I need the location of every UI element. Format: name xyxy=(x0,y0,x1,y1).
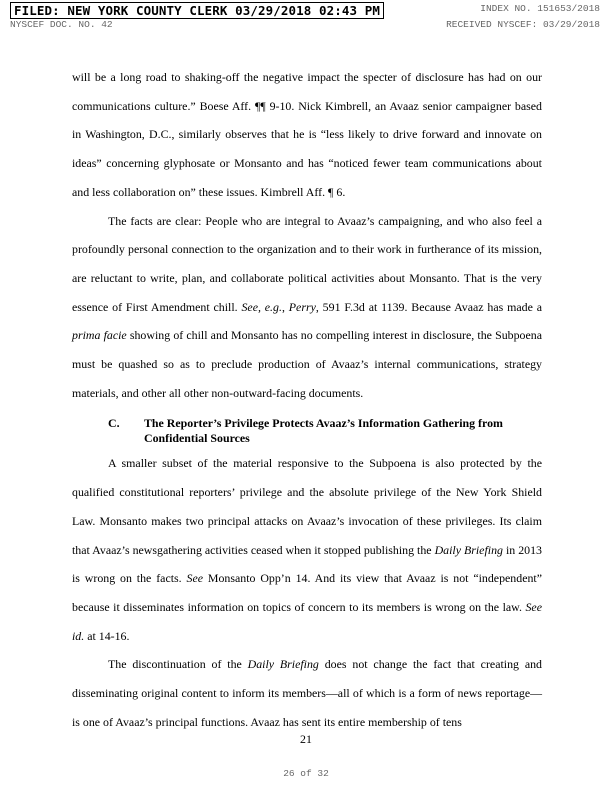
citation-see-id: See id. xyxy=(72,599,542,643)
paragraph-3 xyxy=(72,449,542,650)
document-body xyxy=(72,63,542,736)
paragraph-3-text-c: Monsanto Opp’n 14. And its view that Avaaz is not “independent” because it disseminates information on topics of concern to its members is wrong on the law. xyxy=(72,571,543,614)
citation-perry: Perry xyxy=(288,299,316,314)
paragraph-3-text-b: in 2013 is wrong on the facts. xyxy=(72,542,542,586)
paragraph-2-text-b: , xyxy=(281,299,289,314)
citation-see-eg: See, e.g. xyxy=(241,299,282,314)
paragraph-1: will be a long road to shaking-off the negative impact the specter of disclosure has had on our communications culture.” Boese Aff. ¶¶ 9-10. Nick Kimbrell, an Avaaz senior campaigner based in Washington, D.C., similarly observes that he is “less likely to drive forward and innovate on ideas” concerning glyphosate or Monsanto and has “noticed fewer team communications about and less collaboration on” these issues. Kimbrell Aff. ¶ 6. xyxy=(72,70,542,199)
section-heading xyxy=(72,416,542,445)
page-of-count: 26 of 32 xyxy=(283,768,329,779)
filed-stamp: FILED: NEW YORK COUNTY CLERK 03/29/2018 02:43 PM xyxy=(10,2,384,19)
nyscef-doc-number: NYSCEF DOC. NO. 42 xyxy=(10,19,113,30)
paragraph-2-text-d: showing of chill and Monsanto has no compelling interest in disclosure, the Subpoena must be quashed so as to preclude production of Avaaz’s internal communications, strategy materials, and other all other non-outward-facing documents. xyxy=(72,328,542,400)
received-date: RECEIVED NYSCEF: 03/29/2018 xyxy=(446,19,600,30)
section-heading-number: C. xyxy=(108,416,120,431)
paragraph-3-text-a: A smaller subset of the material responsive to the Subpoena is also protected by the qualified constitutional reporters’ privilege and the absolute privilege of the New York Shield Law. Monsanto makes two principal attacks on Avaaz’s invocation of these privileges. Its claim that Avaaz’s newsgathering activities ceased when it stopped publishing the xyxy=(72,456,542,557)
section-heading-title: The Reporter’s Privilege Protects Avaaz’s Information Gathering from Confidential Sources xyxy=(144,416,503,445)
paragraph-4-text-a: The discontinuation of the xyxy=(108,657,248,672)
paragraph-4 xyxy=(72,650,542,736)
paragraph-2-text-c: , 591 F.3d at 1139. Because Avaaz has made a xyxy=(315,299,542,314)
paragraph-2 xyxy=(72,207,542,408)
citation-see: See xyxy=(186,571,204,586)
paragraph-2-text-a: The facts are clear: People who are integral to Avaaz’s campaigning, and who also feel a profoundly personal connection to the organization and to their work in furtherance of its mission, are reluctant to write, plan, and collaborate political activities about Monsanto. That is the very essence of First Amendment chill. xyxy=(72,213,542,314)
title-daily-briefing: Daily Briefing xyxy=(434,542,503,557)
paragraph-4-text-b: does not change the fact that creating and disseminating original content to inform its members—all of which is a form of news reportage—is one of Avaaz’s principal functions. Avaaz has sent its entire membership of tens xyxy=(72,657,542,729)
title-daily-briefing-2: Daily Briefing xyxy=(247,657,319,672)
term-prima-facie: prima facie xyxy=(72,328,127,343)
index-number: INDEX NO. 151653/2018 xyxy=(480,3,600,14)
page-number: 21 xyxy=(300,732,312,746)
paragraph-3-text-d: at 14-16. xyxy=(84,628,130,643)
